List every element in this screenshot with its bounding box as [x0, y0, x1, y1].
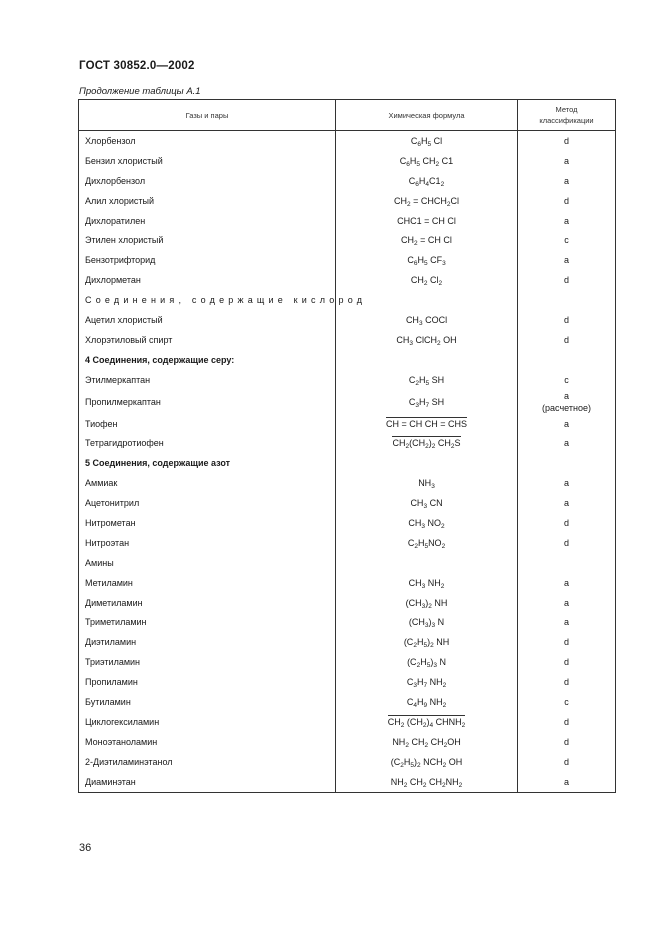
gas-name-cell: Триэтиламин [79, 652, 336, 672]
table-row [79, 652, 616, 672]
table-row [79, 692, 616, 712]
method-cell: d [518, 652, 616, 672]
method-cell: a [518, 211, 616, 231]
table-row [79, 350, 616, 370]
formula-cell: $CH_2$ $Cl_2$ [336, 270, 518, 290]
table-caption: Продолжение таблицы А.1 [79, 86, 201, 97]
gas-name-cell: Диаминэтан [79, 772, 336, 792]
formula-cell: $C_6H_5$ Cl [336, 131, 518, 151]
gas-name-cell: Нитроэтан [79, 533, 336, 553]
gas-name-cell: Соединения, содержащие кислород [79, 290, 336, 310]
method-cell: d [518, 310, 616, 330]
formula-cell: $CH_2$ $(CH_2)_4$ $CHNH_2$ [336, 712, 518, 732]
gas-name-cell: Бензил хлористый [79, 151, 336, 171]
gas-name-cell: Моноэтаноламин [79, 732, 336, 752]
table-row [79, 772, 616, 792]
document-header: ГОСТ 30852.0—2002 [79, 60, 195, 72]
table-row [79, 151, 616, 171]
table-row [79, 270, 616, 290]
method-cell: d [518, 191, 616, 211]
page-number: 36 [79, 842, 92, 854]
table-row [79, 672, 616, 692]
table-body [79, 131, 616, 793]
formula-cell: $(C_2H_5)_2$ NH [336, 632, 518, 652]
gas-name-cell: Бензотрифторид [79, 250, 336, 270]
column-header-gas: Газы и пары [79, 100, 336, 131]
gas-name-cell: Пропиламин [79, 672, 336, 692]
table-row [79, 612, 616, 632]
method-cell [518, 453, 616, 473]
method-cell: d [518, 330, 616, 350]
table-row [79, 732, 616, 752]
gas-name-cell: Дихлоратилен [79, 211, 336, 231]
method-cell: d [518, 712, 616, 732]
gas-name-cell: 4 Соединения, содержащие серу: [79, 350, 336, 370]
table-row [79, 370, 616, 390]
formula-cell: $C_3H_7$ $NH_2$ [336, 672, 518, 692]
table-row [79, 473, 616, 493]
table-row [79, 453, 616, 473]
table-header-row [79, 100, 616, 131]
table-row [79, 131, 616, 151]
gas-name-cell: Хлорбензол [79, 131, 336, 151]
table-row [79, 230, 616, 250]
method-cell: a [518, 593, 616, 613]
table-row [79, 752, 616, 772]
gas-name-cell: Ацетил хлористый [79, 310, 336, 330]
formula-cell: $C_6H_4C1_2$ [336, 171, 518, 191]
table-row [79, 513, 616, 533]
formula-cell: $(C_2H_5)_3$ N [336, 652, 518, 672]
gas-name-cell: Пропилмеркаптан [79, 390, 336, 414]
formula-cell: $CH_2$ = CH Cl [336, 230, 518, 250]
formula-cell: $(CH_3)_3$ N [336, 612, 518, 632]
table-row [79, 493, 616, 513]
gas-name-cell: Диметиламин [79, 593, 336, 613]
table-row [79, 573, 616, 593]
table-row [79, 712, 616, 732]
table-row [79, 171, 616, 191]
formula-cell: $C_6H_5$ $CF_3$ [336, 250, 518, 270]
table-row [79, 250, 616, 270]
method-cell: c [518, 230, 616, 250]
table-row [79, 390, 616, 414]
formula-cell [336, 350, 518, 370]
method-cell: d [518, 513, 616, 533]
method-cell: a [518, 473, 616, 493]
method-cell: d [518, 131, 616, 151]
method-cell: a [518, 250, 616, 270]
method-cell: a [518, 414, 616, 434]
gas-name-cell: Алил хлористый [79, 191, 336, 211]
gas-name-cell: Хлорэтиловый спирт [79, 330, 336, 350]
gas-name-cell: Этилмеркаптан [79, 370, 336, 390]
gas-name-cell: Циклогексиламин [79, 712, 336, 732]
method-cell: a (расчетное) [518, 390, 616, 414]
formula-cell: $CH_3$ COCl [336, 310, 518, 330]
method-cell: a [518, 772, 616, 792]
table-row [79, 191, 616, 211]
method-cell: a [518, 151, 616, 171]
gas-name-cell: Дихлорбензол [79, 171, 336, 191]
method-cell: d [518, 732, 616, 752]
method-cell: d [518, 632, 616, 652]
formula-cell: CH = CH CH = CHS [336, 414, 518, 434]
table-row [79, 290, 616, 310]
column-header-method: Метод классификации [518, 100, 616, 131]
formula-cell: $CH_2(CH_2)_2$ $CH_2S$ [336, 433, 518, 453]
table-row [79, 533, 616, 553]
gas-name-cell: Тиофен [79, 414, 336, 434]
formula-cell: $CH_3$ ClCH$_2$ OH [336, 330, 518, 350]
table-row [79, 632, 616, 652]
gas-name-cell: Ацетонитрил [79, 493, 336, 513]
gas-name-cell: Диэтиламин [79, 632, 336, 652]
formula-cell: $CH_2$ = $CHCH_2Cl$ [336, 191, 518, 211]
formula-cell: $CH_3$ CN [336, 493, 518, 513]
formula-cell [336, 553, 518, 573]
method-cell: a [518, 493, 616, 513]
gas-classification-table [78, 99, 616, 793]
formula-cell: $CH_3$ $NH_2$ [336, 573, 518, 593]
formula-cell: $C_6H_5$ $CH_2$ C1 [336, 151, 518, 171]
method-cell: d [518, 672, 616, 692]
gas-name-cell: Амины [79, 553, 336, 573]
table-row [79, 414, 616, 434]
method-cell: c [518, 692, 616, 712]
formula-cell: $CH_3$ $NO_2$ [336, 513, 518, 533]
method-cell [518, 290, 616, 310]
table-row [79, 211, 616, 231]
column-header-formula: Химическая формула [336, 100, 518, 131]
method-cell: a [518, 573, 616, 593]
gas-name-cell: Тетрагидротиофен [79, 433, 336, 453]
table-row [79, 553, 616, 573]
table-row [79, 433, 616, 453]
gas-name-cell: Этилен хлористый [79, 230, 336, 250]
method-cell: d [518, 533, 616, 553]
formula-cell: $(CH_3)_2$ NH [336, 593, 518, 613]
formula-cell: $NH_2$ $CH_2$ $CH_2OH$ [336, 732, 518, 752]
method-cell [518, 350, 616, 370]
formula-cell: $C_3H_7$ SH [336, 390, 518, 414]
gas-name-cell: Бутиламин [79, 692, 336, 712]
table-row [79, 310, 616, 330]
method-cell: d [518, 752, 616, 772]
gas-name-cell: Метиламин [79, 573, 336, 593]
gas-name-cell: Нитрометан [79, 513, 336, 533]
method-cell: d [518, 270, 616, 290]
method-cell: c [518, 370, 616, 390]
formula-cell: $(C_2H_5)_2$ $NCH_2$ OH [336, 752, 518, 772]
formula-cell [336, 453, 518, 473]
table-row [79, 593, 616, 613]
formula-cell: $C_2H_5NO_2$ [336, 533, 518, 553]
method-cell: a [518, 433, 616, 453]
formula-cell: $NH_2$ $CH_2$ $CH_2NH_2$ [336, 772, 518, 792]
gas-name-cell: Триметиламин [79, 612, 336, 632]
gas-name-cell: 5 Соединения, содержащие азот [79, 453, 336, 473]
formula-cell: CHC1 = CH Cl [336, 211, 518, 231]
method-cell: a [518, 171, 616, 191]
formula-cell: $C_4H_9$ $NH_2$ [336, 692, 518, 712]
method-cell [518, 553, 616, 573]
gas-name-cell: Дихлорметан [79, 270, 336, 290]
formula-cell: $C_2H_5$ SH [336, 370, 518, 390]
table-row [79, 330, 616, 350]
gas-name-cell: 2-Диэтиламинэтанол [79, 752, 336, 772]
formula-cell: $NH_3$ [336, 473, 518, 493]
gas-name-cell: Аммиак [79, 473, 336, 493]
method-cell: a [518, 612, 616, 632]
